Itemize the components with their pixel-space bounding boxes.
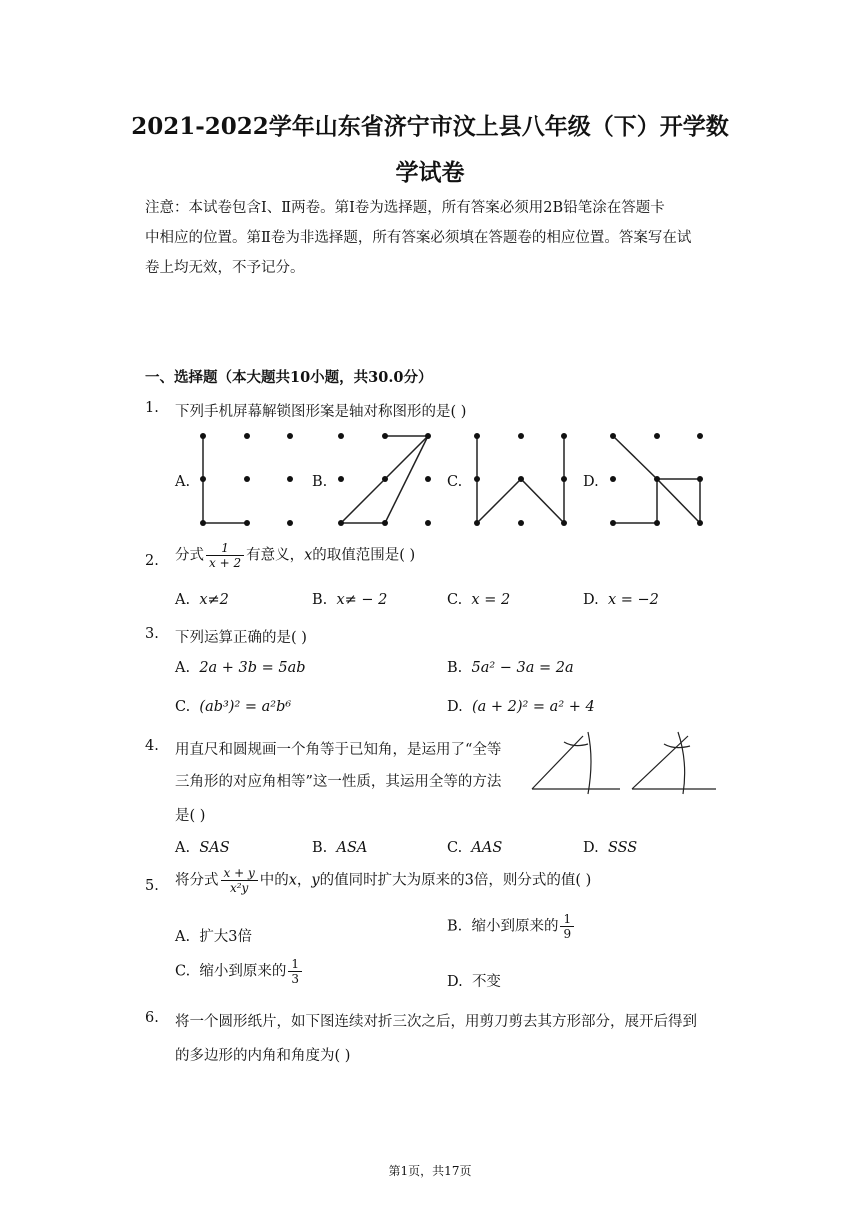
q3-option-a [175, 660, 306, 676]
q3-option-c [175, 699, 291, 715]
q5-option-c [175, 957, 304, 986]
q6-line-1: 将一个圆形纸片，如下图连续对折三次之后，用剪刀剪去其方形部分，展开后得到 [175, 1014, 697, 1030]
q5-option-c-numerator: 1 [288, 957, 302, 972]
unlock-pattern-d [606, 430, 706, 530]
q5-option-b-fraction [560, 912, 574, 941]
question-5-number: 5. [145, 878, 159, 894]
notice-line-3: 卷上均无效，不予记分。 [145, 260, 305, 276]
q2-option-b-value: x≠ − 2 [336, 592, 388, 608]
q3-option-c-value: (ab³)² = a²b⁶ [199, 699, 292, 715]
question-3-number: 3. [145, 626, 159, 642]
q1-option-d-label: D. [583, 474, 599, 490]
q4-option-c [447, 840, 502, 856]
q5-option-c-denominator: 3 [291, 972, 300, 986]
question-1-number: 1. [145, 400, 159, 416]
q4-option-b-label: B. [312, 840, 328, 856]
q4-option-c-label: C. [447, 840, 463, 856]
notice-paragraph [145, 193, 720, 283]
q4-option-d [583, 840, 637, 856]
notice-line-1: 注意：本试卷包含Ⅰ、Ⅱ两卷。第Ⅰ卷为选择题，所有答案必须用2B铅笔涂在答题卡 [145, 200, 665, 216]
section-heading: 一、选择题（本大题共10小题，共30.0分） [145, 369, 433, 386]
question-3-text: 下列运算正确的是( ) [175, 630, 307, 646]
q5-option-b-label: B. [447, 918, 463, 935]
q5-option-d [447, 970, 501, 991]
q1-option-b-label: B. [312, 474, 328, 490]
q2-prefix: 分式 [175, 547, 204, 564]
q2-option-c-label: C. [447, 592, 463, 608]
q2-option-d-label: D. [583, 592, 599, 608]
q4-line-3: 是( ) [175, 808, 206, 824]
q1-option-a-label: A. [175, 474, 191, 490]
q5-option-a-label: A. [175, 929, 191, 945]
q2-option-d [583, 592, 659, 608]
q4-option-a [175, 840, 230, 856]
q2-option-d-value: x = −2 [607, 592, 659, 608]
q5-suffix: 的值同时扩大为原来的3倍，则分式的值( ) [319, 872, 592, 889]
q2-fraction [206, 541, 244, 570]
q5-option-b [447, 912, 576, 941]
question-6-number: 6. [145, 1010, 159, 1026]
q5-fraction [221, 866, 258, 895]
q3-option-b [447, 660, 574, 676]
q3-option-d-value: (a + 2)² = a² + 4 [471, 699, 595, 715]
question-2-text [175, 541, 415, 570]
q5-option-b-text: 缩小到原来的 [471, 918, 559, 935]
q4-option-d-value: SSS [607, 840, 638, 856]
compass-construction-figures [528, 730, 718, 800]
q4-line-2: 三角形的对应角相等”这一性质，其运用全等的方法 [175, 774, 502, 790]
page-title [130, 104, 730, 196]
question-5-text [175, 866, 591, 895]
q5-option-d-label: D. [447, 974, 463, 990]
q2-option-b [312, 592, 387, 608]
unlock-pattern-a [196, 430, 296, 530]
q6-line-2: 的多边形的内角和角度为( ) [175, 1048, 351, 1064]
q5-option-b-denominator: 9 [563, 927, 572, 941]
q4-option-d-label: D. [583, 840, 599, 856]
title-line-2: 学试卷 [395, 159, 465, 186]
q5-option-c-fraction [288, 957, 302, 986]
q2-option-a-label: A. [175, 592, 191, 608]
q4-option-b-value: ASA [336, 840, 368, 856]
q5-option-c-label: C. [175, 963, 191, 980]
q5-middle: 中的 [259, 872, 289, 889]
notice-line-2: 中相应的位置。第Ⅱ卷为非选择题，所有答案必须填在答题卷的相应位置。答案写在试 [145, 230, 692, 246]
q5-option-c-text: 缩小到原来的 [199, 963, 287, 980]
q5-option-a [175, 925, 252, 946]
q4-option-b [312, 840, 367, 856]
q5-comma: ， [296, 872, 312, 889]
q5-option-a-value: 扩大3倍 [199, 929, 253, 945]
q3-option-d [447, 699, 595, 715]
q4-option-a-label: A. [175, 840, 191, 856]
q3-option-b-label: B. [447, 660, 463, 676]
q3-option-b-value: 5a² − 3a = 2a [471, 660, 574, 676]
q4-option-c-value: AAS [471, 840, 503, 856]
question-2-number: 2. [145, 553, 159, 569]
q5-fraction-numerator: x + y [221, 866, 258, 881]
q4-line-1: 用直尺和圆规画一个角等于已知角，是运用了“全等 [175, 742, 502, 758]
q2-option-b-label: B. [312, 592, 328, 608]
q3-option-c-label: C. [175, 699, 191, 715]
question-1-text: 下列手机屏幕解锁图形案是轴对称图形的是( ) [175, 404, 467, 420]
q5-fraction-denominator: x²y [229, 881, 249, 895]
q2-fraction-denominator: x + 2 [209, 556, 242, 570]
title-line-1: 2021-2022学年山东省济宁市汶上县八年级（下）开学数 [131, 113, 729, 140]
q4-option-a-value: SAS [199, 840, 230, 856]
q5-variable-y: y [311, 872, 320, 889]
q2-option-a-value: x≠2 [199, 592, 229, 608]
q2-option-c-value: x = 2 [471, 592, 511, 608]
unlock-pattern-c [470, 430, 570, 530]
q5-variable-x: x [288, 872, 297, 889]
q2-suffix: 的取值范围是( ) [312, 547, 416, 564]
q3-option-d-label: D. [447, 699, 463, 715]
q2-option-a [175, 592, 229, 608]
q5-prefix: 将分式 [175, 872, 219, 889]
page-footer: 第1页，共17页 [388, 1164, 472, 1178]
q2-middle: 有意义， [246, 547, 305, 564]
q3-option-a-label: A. [175, 660, 191, 676]
q5-option-b-numerator: 1 [560, 912, 574, 927]
q2-option-c [447, 592, 510, 608]
q5-option-d-value: 不变 [471, 974, 501, 990]
unlock-pattern-b [334, 430, 434, 530]
q1-option-c-label: C. [447, 474, 463, 490]
question-4-number: 4. [145, 738, 159, 754]
q3-option-a-value: 2a + 3b = 5ab [199, 660, 306, 676]
q2-fraction-numerator: 1 [206, 541, 244, 556]
q2-variable: x [304, 547, 313, 564]
